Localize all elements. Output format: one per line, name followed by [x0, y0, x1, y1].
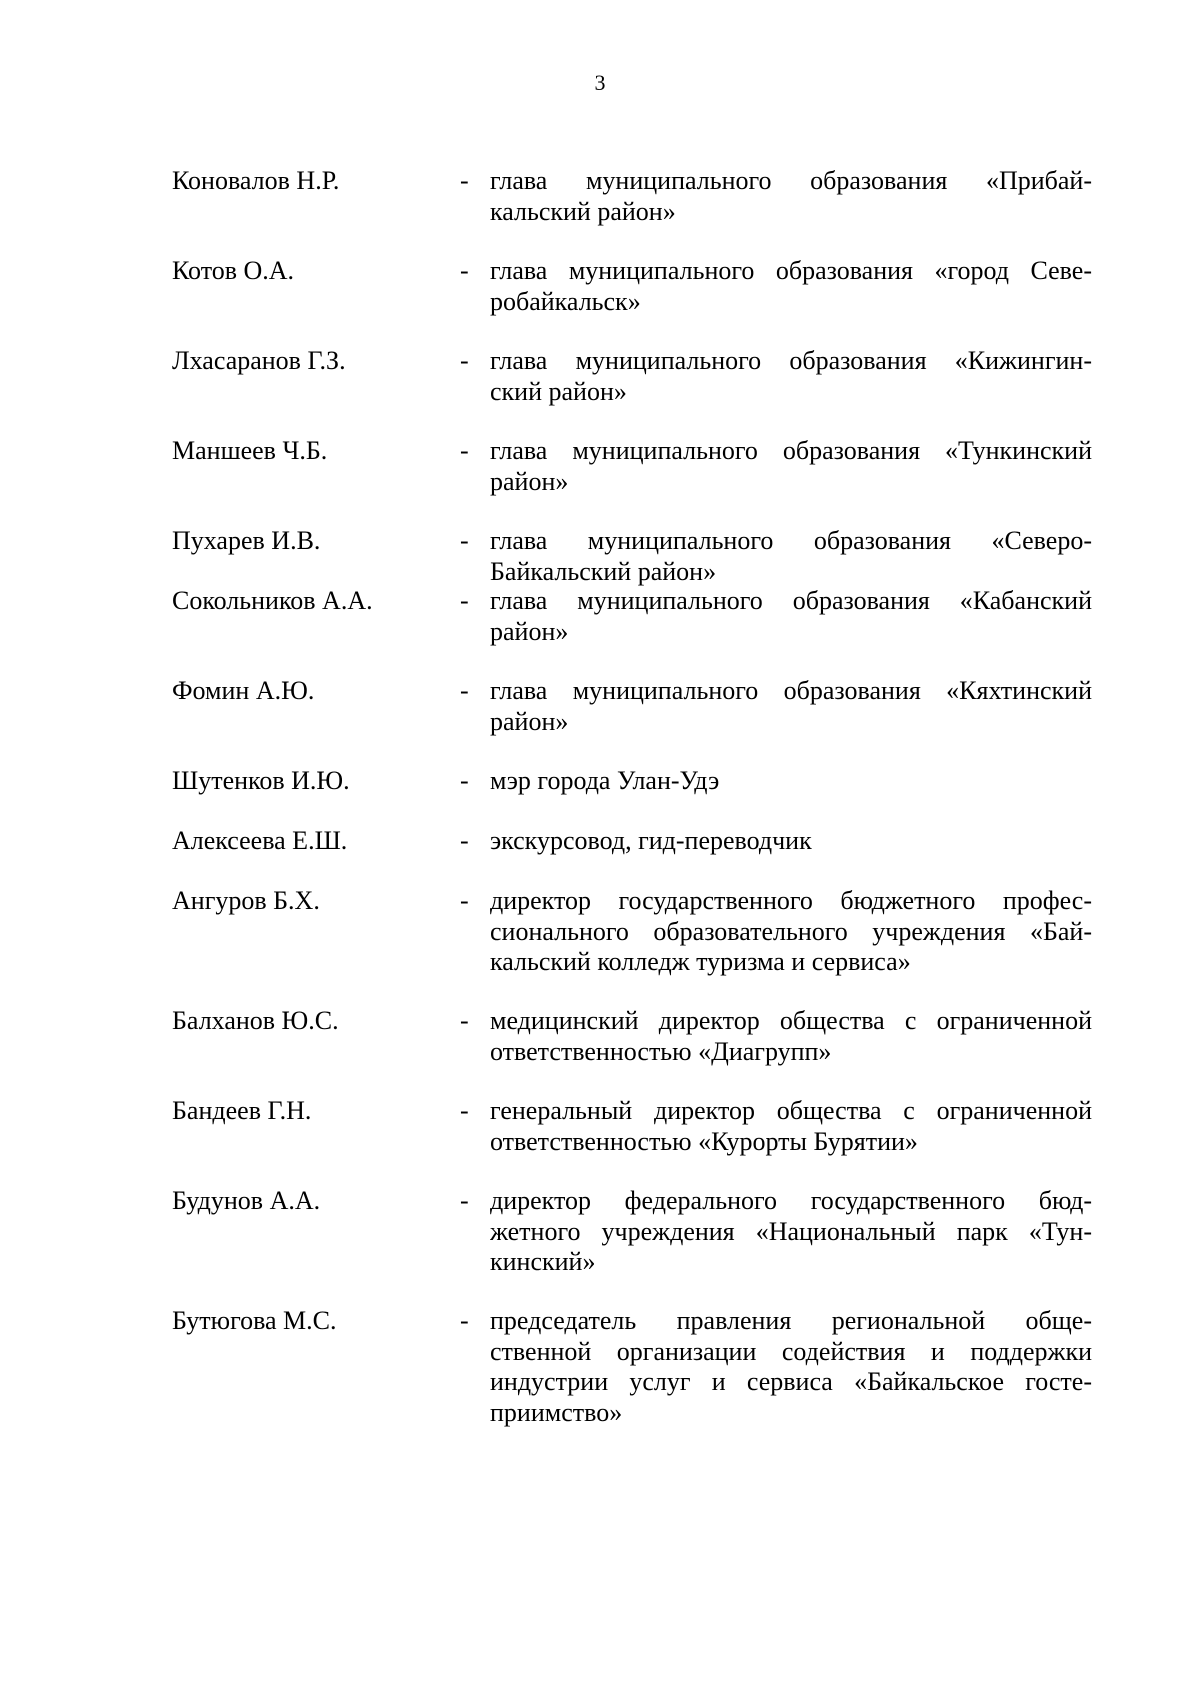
position-line: робайкальск» [490, 286, 641, 316]
dash-separator: - [460, 1006, 469, 1035]
position-line: медицинский директор общества с ограниченной [490, 1006, 1092, 1035]
dash-separator: - [460, 766, 469, 795]
position-line: кальский колледж туризма и сервиса» [490, 947, 911, 976]
position-line: район» [490, 616, 569, 646]
member-name: Ангуров Б.Х. [172, 886, 320, 915]
member-position [490, 766, 1092, 797]
member-position [490, 1306, 1092, 1428]
position-line: район» [490, 466, 569, 496]
position-line: сионального образовательного учреждения «Бай- [490, 916, 1092, 946]
member-position [490, 436, 1092, 497]
dash-separator: - [460, 526, 469, 555]
member-position [490, 1096, 1092, 1157]
member-position [490, 1006, 1092, 1067]
dash-separator: - [460, 436, 469, 465]
member-position [490, 886, 1092, 978]
dash-separator: - [460, 886, 469, 915]
member-position [490, 676, 1092, 737]
member-position [490, 346, 1092, 407]
position-line: приимство» [490, 1397, 623, 1427]
member-name: Пухарев И.В. [172, 526, 321, 555]
dash-separator: - [460, 256, 469, 285]
member-name: Котов О.А. [172, 256, 295, 285]
position-line: кинский» [490, 1247, 596, 1276]
position-line: кальский район» [490, 196, 676, 226]
position-line: жетного учреждения «Национальный парк «Тун- [490, 1216, 1092, 1246]
position-line: глава муниципального образования «Прибай- [490, 166, 1092, 195]
dash-separator: - [460, 166, 469, 195]
member-position [490, 256, 1092, 317]
position-line: район» [490, 706, 569, 736]
position-line: генеральный директор общества с ограниченной [490, 1096, 1092, 1125]
member-position [490, 526, 1092, 587]
position-line: глава муниципального образования «Кяхтинский [490, 676, 1092, 705]
position-line: глава муниципального образования «город Севе- [490, 256, 1092, 285]
member-name: Бутюгова М.С. [172, 1306, 337, 1335]
dash-separator: - [460, 1306, 469, 1335]
position-line: председатель правления региональной обще- [490, 1306, 1092, 1335]
member-name: Сокольников А.А. [172, 586, 373, 615]
member-name: Коновалов Н.Р. [172, 166, 340, 195]
member-name: Лхасаранов Г.З. [172, 346, 346, 375]
position-line: индустрии услуг и сервиса «Байкальское госте- [490, 1367, 1092, 1396]
position-line: ответственностью «Курорты Бурятии» [490, 1126, 918, 1156]
member-position [490, 1186, 1092, 1278]
member-name: Маншеев Ч.Б. [172, 436, 328, 465]
member-name: Будунов А.А. [172, 1186, 321, 1215]
position-line: ответственностью «Диагрупп» [490, 1036, 832, 1066]
member-position [490, 826, 1092, 857]
position-line: глава муниципального образования «Тункинский [490, 436, 1092, 465]
page-number: 3 [594, 70, 606, 95]
position-line: директор государственного бюджетного профес- [490, 886, 1092, 915]
member-position [490, 166, 1092, 227]
dash-separator: - [460, 586, 469, 615]
dash-separator: - [460, 676, 469, 705]
position-line: Байкальский район» [490, 556, 717, 586]
member-name: Балханов Ю.С. [172, 1006, 339, 1035]
dash-separator: - [460, 1096, 469, 1125]
member-name: Фомин А.Ю. [172, 676, 315, 705]
position-line: глава муниципального образования «Северо- [490, 526, 1092, 555]
position-line: ственной организации содействия и поддержки [490, 1336, 1092, 1366]
position-line: ский район» [490, 376, 627, 406]
position-line: глава муниципального образования «Кабанский [490, 586, 1092, 615]
position-line: экскурсовод, гид-переводчик [490, 826, 812, 855]
dash-separator: - [460, 346, 469, 375]
member-name: Алексеева Е.Ш. [172, 826, 348, 855]
member-name: Бандеев Г.Н. [172, 1096, 312, 1125]
position-line: мэр города Улан-Удэ [490, 766, 720, 795]
position-line: глава муниципального образования «Кижингин- [490, 346, 1092, 375]
dash-separator: - [460, 1186, 469, 1215]
dash-separator: - [460, 826, 469, 855]
member-position [490, 586, 1092, 647]
member-name: Шутенков И.Ю. [172, 766, 350, 795]
position-line: директор федерального государственного бюд- [490, 1186, 1092, 1215]
